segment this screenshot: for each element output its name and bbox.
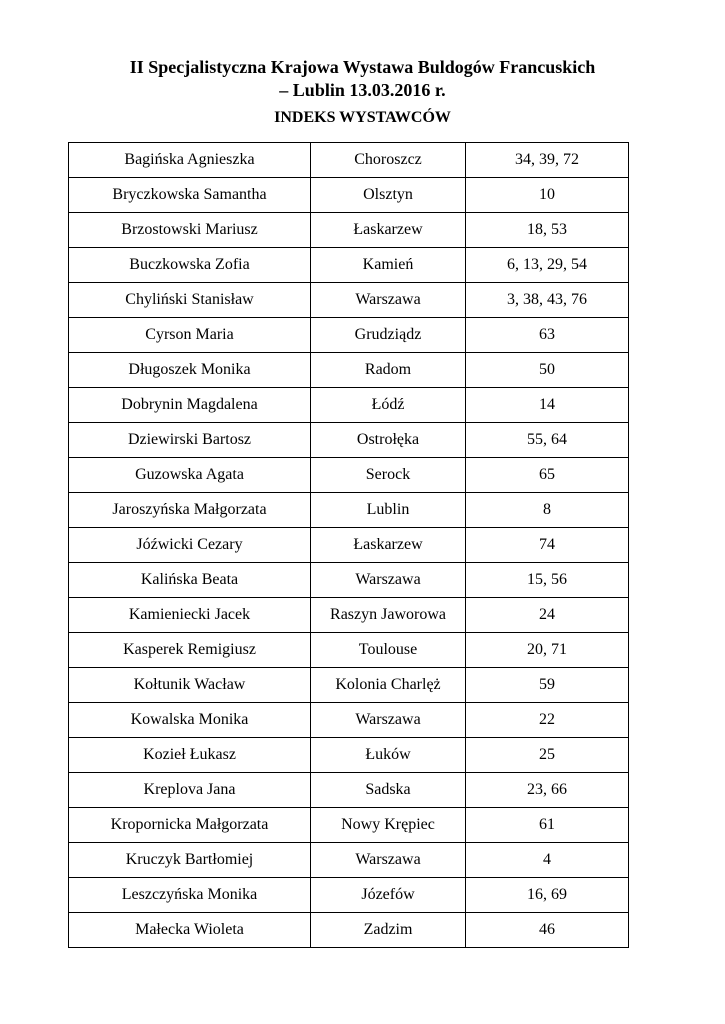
section-heading: INDEKS WYSTAWCÓW bbox=[274, 109, 451, 126]
exhibitor-catalog-numbers: 8 bbox=[466, 493, 629, 528]
exhibitor-city: Łaskarzew bbox=[311, 213, 466, 248]
exhibitor-city: Serock bbox=[311, 458, 466, 493]
exhibitor-name: Dziewirski Bartosz bbox=[69, 423, 311, 458]
exhibitor-city: Lublin bbox=[311, 493, 466, 528]
exhibitor-city: Łuków bbox=[311, 738, 466, 773]
exhibitor-catalog-numbers: 6, 13, 29, 54 bbox=[466, 248, 629, 283]
exhibitor-catalog-numbers: 23, 66 bbox=[466, 773, 629, 808]
table-row bbox=[69, 283, 629, 318]
exhibitor-city: Choroszcz bbox=[311, 143, 466, 178]
exhibitor-city: Zadzim bbox=[311, 913, 466, 948]
exhibitor-catalog-numbers: 46 bbox=[466, 913, 629, 948]
exhibitor-catalog-numbers: 34, 39, 72 bbox=[466, 143, 629, 178]
table-row bbox=[69, 423, 629, 458]
exhibitor-name: Brzostowski Mariusz bbox=[69, 213, 311, 248]
exhibitor-catalog-numbers: 63 bbox=[466, 318, 629, 353]
table-row bbox=[69, 248, 629, 283]
table-row bbox=[69, 563, 629, 598]
exhibitor-name: Kasperek Remigiusz bbox=[69, 633, 311, 668]
exhibitor-name: Cyrson Maria bbox=[69, 318, 311, 353]
exhibitor-name: Bryczkowska Samantha bbox=[69, 178, 311, 213]
exhibitor-city: Nowy Krępiec bbox=[311, 808, 466, 843]
table-row bbox=[69, 318, 629, 353]
exhibitor-catalog-numbers: 59 bbox=[466, 668, 629, 703]
exhibitor-catalog-numbers: 50 bbox=[466, 353, 629, 388]
exhibitor-city: Warszawa bbox=[311, 283, 466, 318]
table-row bbox=[69, 703, 629, 738]
exhibitor-catalog-numbers: 16, 69 bbox=[466, 878, 629, 913]
exhibitor-name: Kołtunik Wacław bbox=[69, 668, 311, 703]
table-row bbox=[69, 773, 629, 808]
table-row bbox=[69, 143, 629, 178]
exhibitor-catalog-numbers: 65 bbox=[466, 458, 629, 493]
table-row bbox=[69, 878, 629, 913]
table-row bbox=[69, 913, 629, 948]
exhibitor-city: Grudziądz bbox=[311, 318, 466, 353]
table-row bbox=[69, 458, 629, 493]
exhibitors-table bbox=[68, 142, 629, 948]
exhibitor-city: Łódź bbox=[311, 388, 466, 423]
exhibitor-name: Kruczyk Bartłomiej bbox=[69, 843, 311, 878]
exhibitor-catalog-numbers: 24 bbox=[466, 598, 629, 633]
exhibitor-city: Łaskarzew bbox=[311, 528, 466, 563]
exhibitor-catalog-numbers: 22 bbox=[466, 703, 629, 738]
exhibitor-catalog-numbers: 20, 71 bbox=[466, 633, 629, 668]
exhibitor-name: Kropornicka Małgorzata bbox=[69, 808, 311, 843]
exhibitor-city: Kolonia Charlęż bbox=[311, 668, 466, 703]
exhibitor-city: Józefów bbox=[311, 878, 466, 913]
exhibitor-city: Raszyn Jaworowa bbox=[311, 598, 466, 633]
exhibitor-name: Kowalska Monika bbox=[69, 703, 311, 738]
table-row bbox=[69, 353, 629, 388]
exhibitor-name: Buczkowska Zofia bbox=[69, 248, 311, 283]
exhibitor-name: Kalińska Beata bbox=[69, 563, 311, 598]
exhibitor-city: Olsztyn bbox=[311, 178, 466, 213]
table-row bbox=[69, 668, 629, 703]
exhibitor-city: Warszawa bbox=[311, 563, 466, 598]
exhibitor-catalog-numbers: 4 bbox=[466, 843, 629, 878]
exhibitor-name: Chyliński Stanisław bbox=[69, 283, 311, 318]
exhibitor-name: Małecka Wioleta bbox=[69, 913, 311, 948]
table-row bbox=[69, 388, 629, 423]
table-row bbox=[69, 528, 629, 563]
exhibitor-name: Dobrynin Magdalena bbox=[69, 388, 311, 423]
exhibitor-name: Jóźwicki Cezary bbox=[69, 528, 311, 563]
exhibitor-catalog-numbers: 25 bbox=[466, 738, 629, 773]
exhibitor-catalog-numbers: 74 bbox=[466, 528, 629, 563]
exhibitor-city: Ostrołęka bbox=[311, 423, 466, 458]
exhibitor-city: Warszawa bbox=[311, 703, 466, 738]
table-row bbox=[69, 178, 629, 213]
document-title-line-2: – Lublin 13.03.2016 r. bbox=[279, 80, 446, 100]
exhibitor-name: Kamieniecki Jacek bbox=[69, 598, 311, 633]
exhibitor-city: Warszawa bbox=[311, 843, 466, 878]
exhibitor-city: Radom bbox=[311, 353, 466, 388]
exhibitors-table-body bbox=[69, 143, 629, 948]
table-row bbox=[69, 808, 629, 843]
exhibitor-city: Toulouse bbox=[311, 633, 466, 668]
exhibitor-catalog-numbers: 10 bbox=[466, 178, 629, 213]
exhibitor-city: Kamień bbox=[311, 248, 466, 283]
exhibitor-name: Długoszek Monika bbox=[69, 353, 311, 388]
table-row bbox=[69, 213, 629, 248]
exhibitor-catalog-numbers: 18, 53 bbox=[466, 213, 629, 248]
exhibitor-name: Jaroszyńska Małgorzata bbox=[69, 493, 311, 528]
table-row bbox=[69, 843, 629, 878]
exhibitor-catalog-numbers: 14 bbox=[466, 388, 629, 423]
table-row bbox=[69, 738, 629, 773]
exhibitor-catalog-numbers: 15, 56 bbox=[466, 563, 629, 598]
table-row bbox=[69, 493, 629, 528]
document-title-line-1: II Specjalistyczna Krajowa Wystawa Buldogów Francuskich bbox=[129, 57, 596, 77]
exhibitor-catalog-numbers: 61 bbox=[466, 808, 629, 843]
table-row bbox=[69, 633, 629, 668]
table-row bbox=[69, 598, 629, 633]
exhibitor-name: Kozieł Łukasz bbox=[69, 738, 311, 773]
exhibitor-catalog-numbers: 55, 64 bbox=[466, 423, 629, 458]
exhibitor-name: Leszczyńska Monika bbox=[69, 878, 311, 913]
exhibitor-catalog-numbers: 3, 38, 43, 76 bbox=[466, 283, 629, 318]
exhibitor-name: Guzowska Agata bbox=[69, 458, 311, 493]
exhibitor-city: Sadska bbox=[311, 773, 466, 808]
exhibitor-name: Bagińska Agnieszka bbox=[69, 143, 311, 178]
exhibitor-name: Kreplova Jana bbox=[69, 773, 311, 808]
